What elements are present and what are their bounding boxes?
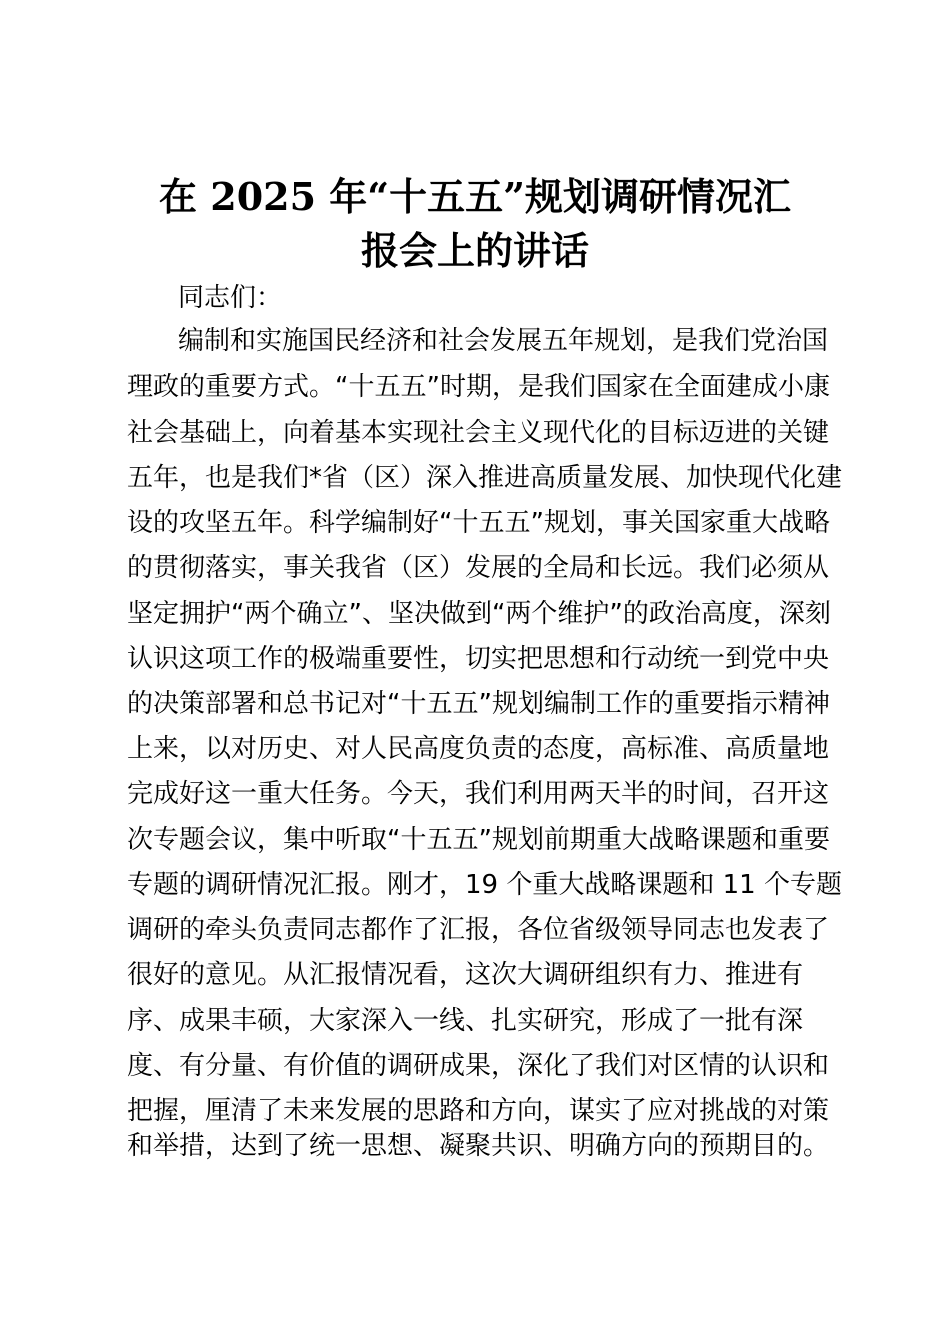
body-line: 社会基础上，向着基本实现社会主义现代化的目标迈进的关键 xyxy=(127,418,830,448)
body-line: 调研的牵头负责同志都作了汇报，各位省级领导同志也发表了 xyxy=(127,915,830,945)
body-line: 理政的重要方式。“十五五”时期，是我们国家在全面建成小康 xyxy=(127,372,830,402)
document-title-line-2: 报会上的讲话 xyxy=(360,228,589,273)
body-line: 坚定拥护“两个确立”、坚决做到“两个维护”的政治高度，深刻 xyxy=(127,599,831,629)
document-title-line-1: 在 2025 年“十五五”规划调研情况汇 xyxy=(159,174,791,219)
body-line: 专题的调研情况汇报。刚才，19 个重大战略课题和 11 个专题 xyxy=(127,870,842,900)
body-line: 认识这项工作的极端重要性，切实把思想和行动统一到党中央 xyxy=(127,644,830,674)
body-line: 设的攻坚五年。科学编制好“十五五”规划，事关国家重大战略 xyxy=(127,508,830,538)
body-line: 上来，以对历史、对人民高度负责的态度，高标准、高质量地 xyxy=(127,734,830,764)
body-line: 次专题会议，集中听取“十五五”规划前期重大战略课题和重要 xyxy=(127,825,830,855)
body-line: 完成好这一重大任务。今天，我们利用两天半的时间，召开这 xyxy=(127,779,830,809)
body-line: 的贯彻落实，事关我省（区）发展的全局和长远。我们必须从 xyxy=(127,553,830,583)
body-line: 序、成果丰硕，大家深入一线、扎实研究，形成了一批有深 xyxy=(127,1006,804,1036)
body-line: 和举措，达到了统一思想、凝聚共识、明确方向的预期目的。 xyxy=(127,1131,830,1161)
body-line: 很好的意见。从汇报情况看，这次大调研组织有力、推进有 xyxy=(127,960,804,990)
body-line: 的决策部署和总书记对“十五五”规划编制工作的重要指示精神 xyxy=(127,689,830,719)
salutation: 同志们： xyxy=(178,283,283,313)
body-line: 度、有分量、有价值的调研成果，深化了我们对区情的认识和 xyxy=(127,1051,830,1081)
body-line: 五年，也是我们*省（区）深入推进高质量发展、加快现代化建 xyxy=(127,463,843,493)
body-line: 把握，厘清了未来发展的思路和方向，谋实了应对挑战的对策 xyxy=(127,1096,830,1126)
body-line: 编制和实施国民经济和社会发展五年规划，是我们党治国 xyxy=(178,326,829,356)
